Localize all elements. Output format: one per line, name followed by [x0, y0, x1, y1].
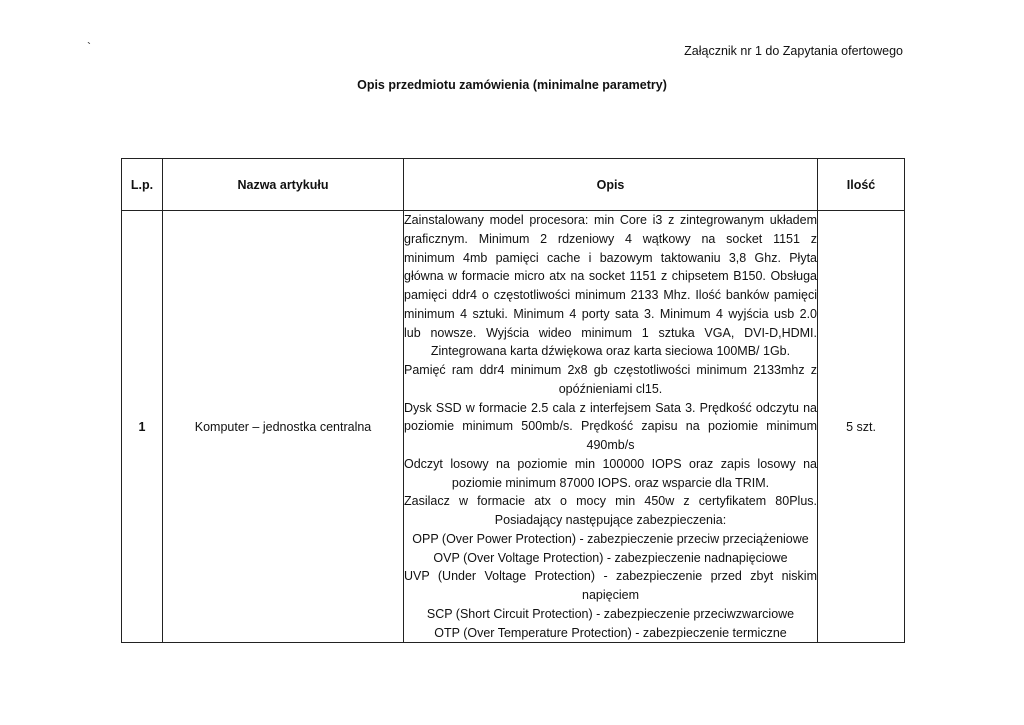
row-lp: 1 [122, 211, 163, 643]
header-quantity: Ilość [818, 159, 905, 211]
description-line: OVP (Over Voltage Protection) - zabezpieczenie nadnapięciowe [433, 550, 788, 565]
description-line: napięciem [582, 588, 639, 602]
header-description: Opis [404, 159, 818, 211]
stray-mark: ` [87, 40, 91, 54]
description-line: SCP (Short Circuit Protection) - zabezpieczenie przeciwzwarciowe [426, 606, 795, 621]
attachment-label: Załącznik nr 1 do Zapytania ofertowego [684, 44, 903, 58]
description-line: Odczyt losowy na poziomie min 100000 IOPS oraz zapis losowy na [404, 456, 817, 471]
description-line: Posiadający następujące zabezpieczenia: [494, 513, 727, 527]
description-line: Pamięć ram ddr4 minimum 2x8 gb częstotliwości minimum 2133mhz z [404, 363, 817, 377]
document-title: Opis przedmiotu zamówienia (minimalne parametry) [357, 78, 667, 92]
description-line: 490mb/s [586, 438, 635, 452]
description-line: minimum 4 sztuki. Minimum 4 porty sata 3. Minimum 4 wyjścia usb 2.0 [404, 306, 817, 321]
description-line: główna w formacie micro atx na socket 1151 z chipsetem B150. Obsługa [404, 269, 817, 284]
header-lp: L.p. [122, 159, 163, 211]
description-line: Dysk SSD w formacie 2.5 cala z interfejsem Sata 3. Prędkość odczytu na [404, 400, 817, 415]
description-line: OTP (Over Temperature Protection) - zabezpieczenie termiczne [434, 625, 787, 640]
description-line: UVP (Under Voltage Protection) - zabezpieczenie przed zbyt niskim [404, 569, 817, 584]
row-quantity: 5 szt. [818, 211, 905, 643]
description-line: minimum 4mb pamięci cache i bazowym taktowaniu 3,8 Ghz. Płyta [404, 250, 817, 265]
description-line: poziomie minimum 500mb/s. Prędkość zapisu na poziomie minimum [404, 419, 817, 434]
description-line: graficznym. Minimum 2 rdzeniowy 4 wątkowy na socket 1151 z [404, 231, 817, 246]
table-row [122, 211, 905, 643]
row-description [404, 211, 818, 643]
specification-table [121, 158, 905, 643]
description-line: poziomie minimum 87000 IOPS. oraz wsparcie dla TRIM. [451, 475, 770, 490]
description-line: lub nowsze. Wyjścia wideo minimum 1 sztuka VGA, DVI-D,HDMI. [404, 325, 817, 340]
description-line: opóźnieniami cl15. [558, 381, 663, 396]
row-name: Komputer – jednostka centralna [163, 211, 404, 643]
description-line: OPP (Over Power Protection) - zabezpieczenie przeciw przeciążeniowe [412, 531, 809, 546]
description-line: Zintegrowana karta dźwiękowa oraz karta sieciowa 100MB/ 1Gb. [430, 344, 791, 359]
description-line: pamięci ddr4 o częstotliwości minimum 2133 Mhz. Ilość banków pamięci [404, 288, 817, 302]
description-line: Zainstalowany model procesora: min Core i3 z zintegrowanym układem [404, 213, 817, 227]
header-name: Nazwa artykułu [163, 159, 404, 211]
table-header-row [122, 159, 905, 211]
description-line: Zasilacz w formacie atx o mocy min 450w z certyfikatem 80Plus. [404, 494, 817, 509]
